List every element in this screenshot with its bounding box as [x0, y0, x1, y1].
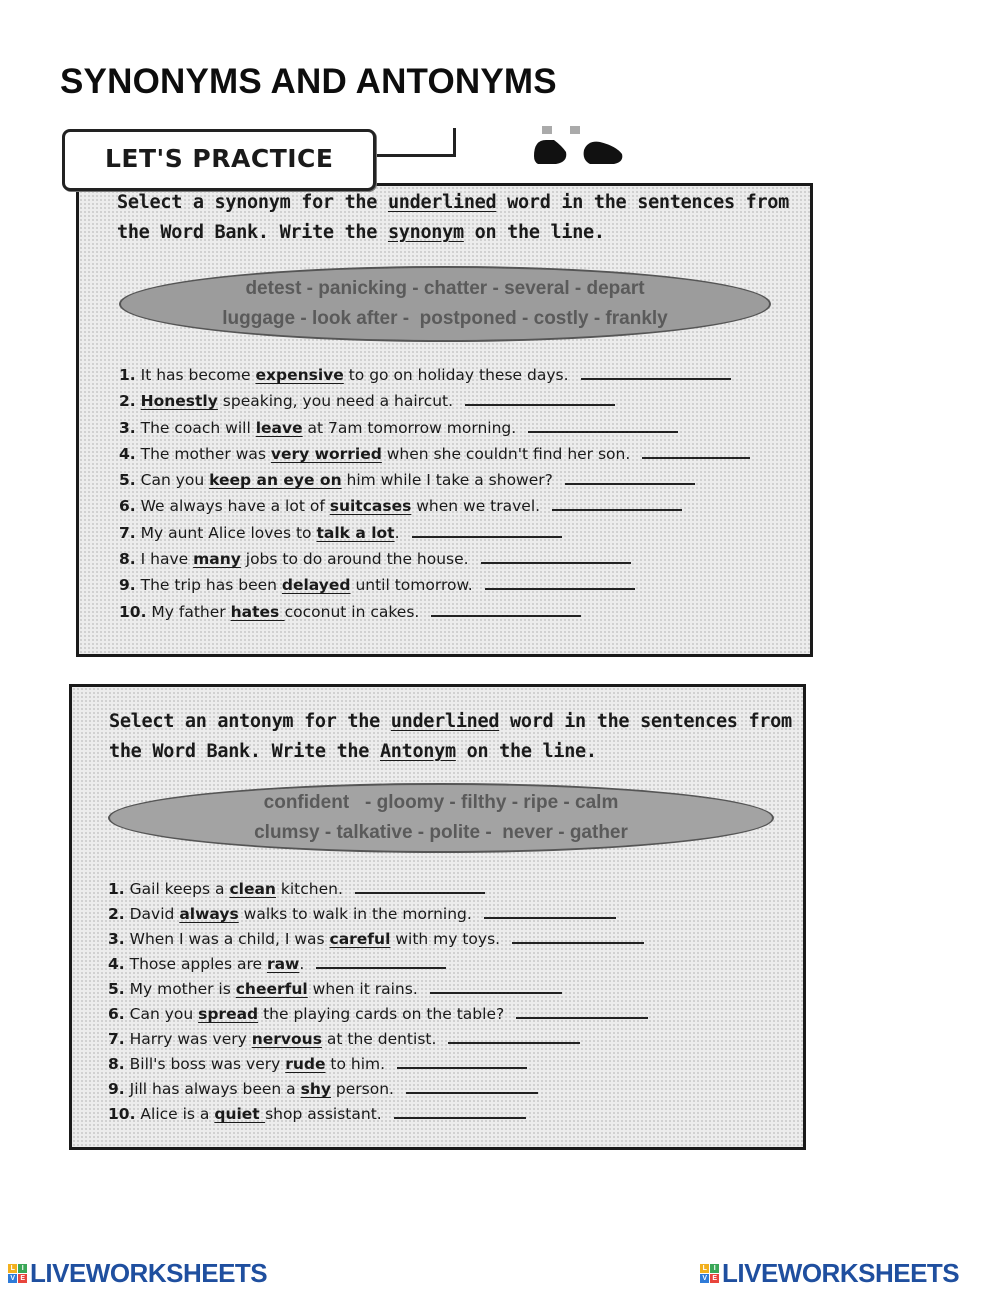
question-item [119, 493, 750, 519]
question-key-word: hates [230, 602, 285, 621]
question-key-word: quiet [214, 1105, 266, 1123]
lets-practice-label: LET'S PRACTICE [105, 144, 334, 173]
question-text: The mother was [140, 444, 271, 463]
word-bank-line: detest - panicking - chatter - several - depart [245, 278, 645, 299]
question-key-word: delayed [281, 576, 351, 595]
question-text: David [129, 905, 180, 923]
question-number: 9. [119, 576, 136, 595]
question-text: Harry was very [129, 1030, 252, 1048]
question-item [119, 388, 750, 414]
question-key-word: talk a lot [316, 523, 395, 542]
question-item [119, 520, 750, 546]
instruction-underlined-text: Antonym [379, 741, 456, 762]
question-key-word: always [179, 905, 239, 923]
question-item [119, 415, 750, 441]
answer-blank-line[interactable] [485, 586, 635, 590]
answer-blank-line[interactable] [516, 1015, 648, 1019]
antonym-question-list [108, 877, 648, 1127]
page-title: SYNONYMS AND ANTONYMS [60, 62, 557, 101]
answer-blank-line[interactable] [484, 915, 616, 919]
question-item [119, 572, 750, 598]
answer-blank-line[interactable] [430, 990, 562, 994]
question-item [119, 599, 750, 625]
answer-blank-line[interactable] [528, 429, 678, 433]
question-item [108, 1027, 648, 1052]
instruction-text: Select a synonym for the [117, 192, 388, 213]
question-number: 3. [119, 418, 136, 437]
question-key-word: very worried [270, 444, 382, 463]
question-key-word: spread [198, 1005, 259, 1023]
question-key-word: keep an eye on [209, 471, 342, 490]
instruction-underlined-text: underlined [390, 711, 500, 732]
answer-blank-line[interactable] [481, 560, 631, 564]
question-number: 6. [119, 497, 136, 516]
question-number: 1. [108, 880, 125, 898]
answer-blank-line[interactable] [465, 402, 615, 406]
word-bank-line: confident - gloomy - filthy - ripe - calm [263, 792, 619, 813]
instruction-text: word in the sentences from [499, 711, 792, 732]
question-text: It has become [140, 366, 256, 384]
antonym-exercise-panel [69, 684, 806, 1150]
question-number: 5. [119, 471, 136, 490]
question-text: . [394, 523, 400, 542]
question-item [108, 952, 648, 977]
question-item [108, 902, 648, 927]
question-text: My mother is [129, 980, 236, 998]
question-key-word: Honestly [140, 392, 218, 411]
question-item [108, 1002, 648, 1027]
liveworksheets-logo-icon: L I V E [700, 1264, 719, 1283]
question-number: 5. [108, 980, 125, 998]
instruction-text: Select an antonym for the [109, 711, 391, 732]
question-text: when we travel. [411, 497, 541, 516]
instruction-underlined-text: synonym [387, 222, 464, 243]
question-key-word: clean [229, 880, 276, 898]
answer-blank-line[interactable] [642, 455, 750, 459]
question-number: 4. [119, 444, 136, 463]
question-item [119, 441, 750, 467]
question-text: shop assistant. [265, 1105, 382, 1123]
answer-blank-line[interactable] [552, 507, 682, 511]
question-number: 6. [108, 1005, 125, 1023]
tab-connector-line [453, 128, 456, 157]
synonym-question-list [119, 362, 750, 625]
instruction-text: the Word Bank. Write the [117, 222, 388, 243]
question-text: him while I take a shower? [341, 471, 553, 490]
question-text: at the dentist. [321, 1030, 437, 1048]
instruction-text: the Word Bank. Write the [109, 741, 380, 762]
question-number: 2. [119, 392, 136, 411]
question-number: 2. [108, 905, 125, 923]
question-text: I have [140, 550, 194, 569]
answer-blank-line[interactable] [397, 1065, 527, 1069]
answer-blank-line[interactable] [394, 1115, 526, 1119]
liveworksheets-brand-text: LIVEWORKSHEETS [722, 1258, 960, 1288]
question-text: The trip has been [140, 576, 282, 595]
lets-practice-tab [62, 129, 376, 191]
question-text: to go on holiday these days. [343, 366, 569, 384]
answer-blank-line[interactable] [406, 1090, 538, 1094]
question-text: Jill has always been a [129, 1080, 301, 1098]
question-item [119, 546, 750, 572]
instruction-text: on the line. [455, 741, 597, 762]
antonym-instruction [109, 707, 792, 767]
question-text: Bill's boss was very [129, 1055, 286, 1073]
liveworksheets-logo-icon: L I V E [8, 1264, 27, 1283]
question-number: 10. [119, 602, 147, 621]
question-key-word: expensive [255, 366, 344, 384]
question-key-word: many [193, 550, 241, 569]
question-text: when she couldn't find her son. [381, 444, 631, 463]
question-text: person. [330, 1080, 394, 1098]
question-number: 8. [119, 550, 136, 569]
question-item [119, 467, 750, 493]
liveworksheets-logo-right [700, 1258, 959, 1289]
question-key-word: raw [266, 955, 300, 973]
word-bank-line: luggage - look after - postponed - costly - frankly [222, 308, 668, 329]
question-text: Can you [140, 471, 210, 490]
question-text: Can you [129, 1005, 199, 1023]
question-number: 4. [108, 955, 125, 973]
question-text: Those apples are [129, 955, 267, 973]
antonym-word-bank [108, 783, 774, 853]
answer-blank-line[interactable] [412, 534, 562, 538]
question-text: with my toys. [390, 930, 501, 948]
question-item [108, 977, 648, 1002]
question-key-word: leave [255, 418, 303, 437]
synonym-instruction [117, 188, 789, 248]
question-item [108, 1077, 648, 1102]
question-item [108, 1052, 648, 1077]
question-number: 1. [119, 366, 136, 384]
liveworksheets-brand-text: LIVEWORKSHEETS [30, 1258, 268, 1288]
tab-connector-line [370, 154, 456, 157]
answer-blank-line[interactable] [316, 965, 446, 969]
synonym-exercise-panel [76, 183, 813, 657]
question-text: When I was a child, I was [129, 930, 330, 948]
question-item [119, 362, 750, 388]
question-number: 10. [108, 1105, 136, 1123]
instruction-text: on the line. [463, 222, 605, 243]
question-text: to him. [325, 1055, 386, 1073]
synonym-word-bank [119, 266, 771, 342]
question-text: coconut in cakes. [284, 602, 420, 621]
question-text: . [299, 955, 305, 973]
question-number: 9. [108, 1080, 125, 1098]
question-text: until tomorrow. [350, 576, 473, 595]
answer-blank-line[interactable] [581, 376, 731, 380]
question-key-word: rude [285, 1055, 326, 1073]
question-text: walks to walk in the morning. [238, 905, 472, 923]
question-item [108, 927, 648, 952]
question-text: at 7am tomorrow morning. [302, 418, 517, 437]
shoes-icon [530, 124, 630, 172]
question-text: The coach will [140, 418, 256, 437]
word-bank-line: clumsy - talkative - polite - never - gather [254, 822, 628, 843]
question-text: Gail keeps a [129, 880, 230, 898]
instruction-text: word in the sentences from [496, 192, 789, 213]
question-text: jobs to do around the house. [240, 550, 469, 569]
instruction-underlined-text: underlined [387, 192, 497, 213]
question-number: 8. [108, 1055, 125, 1073]
question-key-word: nervous [251, 1030, 322, 1048]
question-key-word: cheerful [235, 980, 308, 998]
question-item [108, 877, 648, 902]
question-text: when it rains. [307, 980, 418, 998]
question-number: 3. [108, 930, 125, 948]
answer-blank-line[interactable] [512, 940, 644, 944]
question-text: speaking, you need a haircut. [217, 392, 454, 411]
question-key-word: shy [300, 1080, 331, 1098]
question-text: My father [151, 602, 231, 621]
question-number: 7. [119, 523, 136, 542]
question-text: Alice is a [140, 1105, 215, 1123]
liveworksheets-logo-left [8, 1258, 267, 1289]
question-key-word: careful [329, 930, 391, 948]
question-text: kitchen. [275, 880, 343, 898]
question-text: My aunt Alice loves to [140, 523, 317, 542]
question-item [108, 1102, 648, 1127]
answer-blank-line[interactable] [448, 1040, 580, 1044]
question-text: We always have a lot of [140, 497, 330, 516]
answer-blank-line[interactable] [355, 890, 485, 894]
answer-blank-line[interactable] [565, 481, 695, 485]
question-key-word: suitcases [329, 497, 412, 516]
question-number: 7. [108, 1030, 125, 1048]
question-text: the playing cards on the table? [258, 1005, 505, 1023]
answer-blank-line[interactable] [431, 613, 581, 617]
